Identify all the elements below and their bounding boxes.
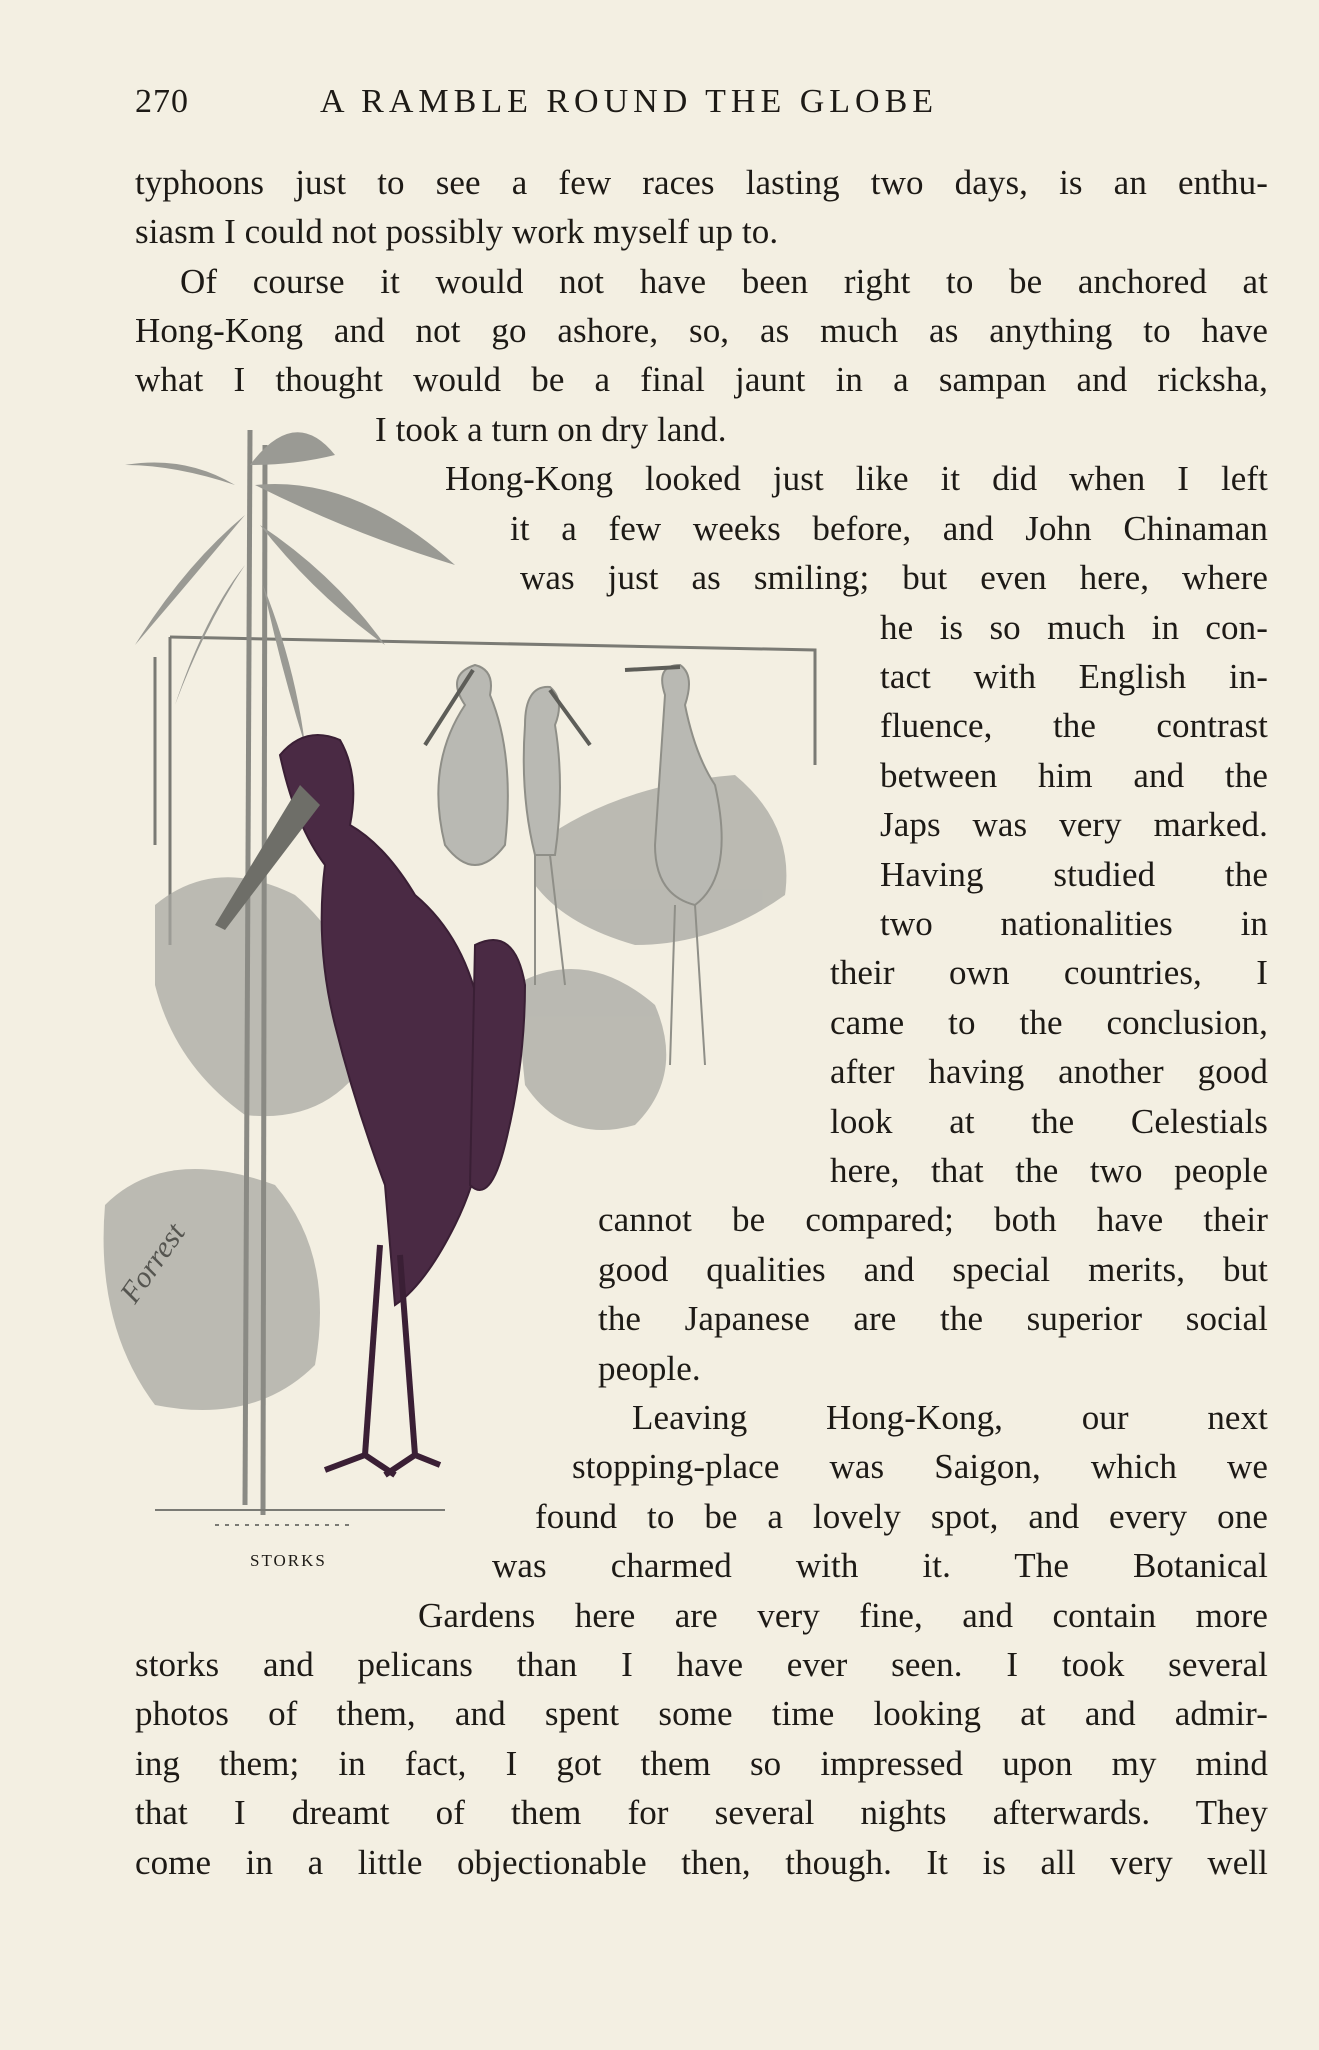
text-line: he is so much in con- [880, 608, 1268, 647]
text-line: Hong-Kong looked just like it did when I left [445, 459, 1268, 498]
text-line: it a few weeks before, and John Chinaman [510, 509, 1268, 548]
figure-caption: STORKS [250, 1551, 327, 1570]
text-line: between him and the [880, 756, 1268, 795]
text-line: come in a little objectionable then, though. It is all very well [135, 1843, 1268, 1882]
text-line: tact with English in- [880, 657, 1268, 696]
text-line: two nationalities in [880, 904, 1268, 943]
text-line: Of course it would not have been right to be anchored at [180, 262, 1268, 301]
text-line: Leaving Hong-Kong, our next [632, 1398, 1268, 1437]
text-line: what I thought would be a final jaunt in a sampan and ricksha, [135, 360, 1268, 399]
text-line: good qualities and special merits, but [598, 1250, 1268, 1289]
text-line: was just as smiling; but even here, where [520, 558, 1268, 597]
text-line: Having studied the [880, 855, 1268, 894]
text-line: stopping-place was Saigon, which we [572, 1447, 1268, 1486]
text-line: Hong-Kong and not go ashore, so, as much as anything to have [135, 311, 1268, 350]
running-head: A RAMBLE ROUND THE GLOBE [320, 83, 939, 120]
text-line: after having another good [830, 1052, 1268, 1091]
text-line: I took a turn on dry land. [375, 410, 727, 449]
text-line: their own countries, I [830, 953, 1268, 992]
ground-line [155, 1510, 445, 1525]
text-line: photos of them, and spent some time looking at and admir- [135, 1694, 1268, 1733]
page-number: 270 [135, 83, 189, 120]
text-line: came to the conclusion, [830, 1003, 1268, 1042]
artist-signature: Forrest [113, 1217, 192, 1310]
text-line: found to be a lovely spot, and every one [535, 1497, 1268, 1536]
text-line: people. [598, 1349, 701, 1388]
text-line: cannot be compared; both have their [598, 1200, 1268, 1239]
text-line: siasm I could not possibly work myself up to. [135, 212, 779, 251]
text-line: Japs was very marked. [880, 805, 1268, 844]
text-line: here, that the two people [830, 1151, 1268, 1190]
bamboo-leaves [125, 432, 455, 745]
text-line: look at the Celestials [830, 1102, 1268, 1141]
text-line: storks and pelicans than I have ever seen. I took several [135, 1645, 1268, 1684]
text-line: typhoons just to see a few races lasting two days, is an enthu- [135, 163, 1268, 202]
text-line: fluence, the contrast [880, 706, 1268, 745]
text-line: ing them; in fact, I got them so impressed upon my mind [135, 1744, 1268, 1783]
text-line: that I dreamt of them for several nights afterwards. They [135, 1793, 1268, 1832]
text-line: the Japanese are the superior social [598, 1299, 1268, 1338]
text-line: Gardens here are very fine, and contain more [418, 1596, 1268, 1635]
text-line: was charmed with it. The Botanical [492, 1546, 1268, 1585]
